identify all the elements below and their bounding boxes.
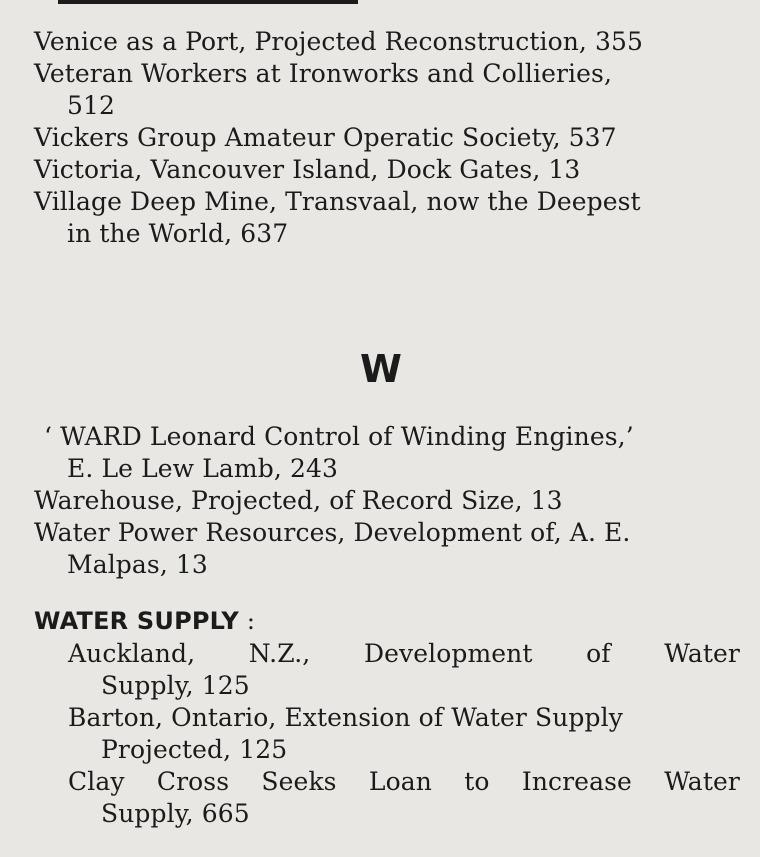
entry-word: of [586, 639, 611, 668]
top-rule [58, 0, 358, 4]
index-subentry [68, 638, 748, 702]
section-heading [34, 604, 255, 638]
entry-line: Victoria, Vancouver Island, Dock Gates, 13 [34, 155, 581, 184]
entry-line: Water Power Resources, Development of, A. E. [34, 518, 631, 547]
section-letter: W [360, 347, 402, 391]
entry-continuation: 512 [67, 91, 116, 120]
entry-continuation: Supply, 125 [101, 671, 250, 700]
index-entry [34, 421, 750, 485]
water-supply-subentries [68, 638, 748, 830]
entry-line: Vickers Group Amateur Operatic Society, 537 [34, 123, 617, 152]
entry-word: Clay [68, 767, 125, 796]
entry-word: Loan [368, 767, 432, 796]
index-w-entries [34, 421, 750, 581]
index-subentry [68, 702, 748, 766]
entry-line: Village Deep Mine, Transvaal, now the Deepest [34, 187, 641, 216]
entry-word: Increase [521, 767, 632, 796]
index-entry [34, 517, 750, 581]
heading-text: WATER SUPPLY [34, 607, 239, 635]
index-entry [34, 58, 750, 122]
entry-continuation: Projected, 125 [101, 735, 288, 764]
entry-word: Water [664, 767, 740, 796]
index-top-entries [34, 26, 750, 250]
heading-colon: : [239, 607, 256, 635]
entry-line: ‘ WARD Leonard Control of Winding Engines,’ [44, 422, 634, 451]
entry-word: Auckland, [68, 639, 196, 668]
entry-word: Development [363, 639, 533, 668]
entry-word: Seeks [261, 767, 337, 796]
entry-line [68, 638, 740, 670]
entry-word: Water [664, 639, 740, 668]
entry-line: Warehouse, Projected, of Record Size, 13 [34, 486, 563, 515]
entry-word: Cross [156, 767, 230, 796]
index-entry [34, 122, 750, 154]
index-subentry [68, 766, 748, 830]
entry-continuation: in the World, 637 [67, 219, 289, 248]
entry-continuation: Supply, 665 [101, 799, 250, 828]
entry-line: Veteran Workers at Ironworks and Collieries, [34, 59, 613, 88]
entry-line [68, 766, 740, 798]
index-entry [34, 26, 750, 58]
entry-line: Venice as a Port, Projected Reconstruction, 355 [34, 27, 644, 56]
entry-continuation: Malpas, 13 [67, 550, 208, 579]
entry-line: Barton, Ontario, Extension of Water Supply [68, 703, 623, 732]
index-entry [34, 485, 750, 517]
entry-continuation: E. Le Lew Lamb, 243 [67, 454, 338, 483]
index-entry [34, 154, 750, 186]
entry-word: N.Z., [248, 639, 311, 668]
entry-word: to [464, 767, 490, 796]
index-entry [34, 186, 750, 250]
